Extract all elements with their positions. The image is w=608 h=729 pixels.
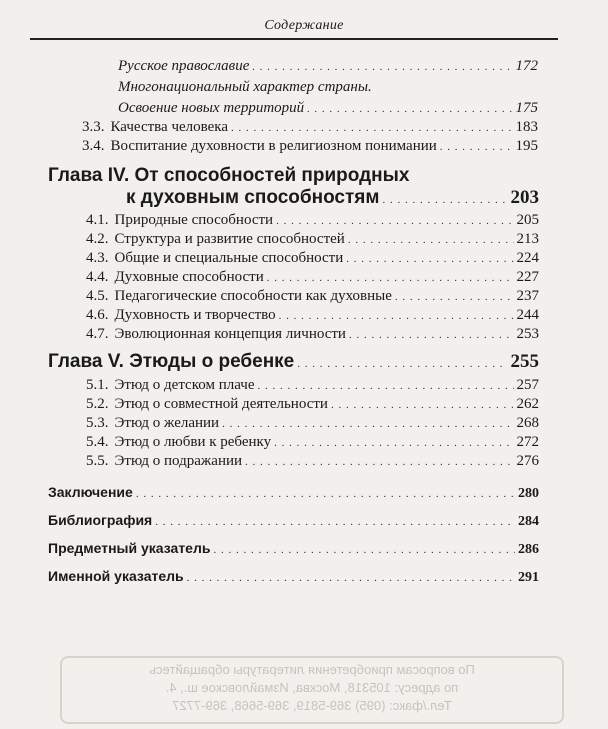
leader-dots [395,291,514,303]
chapter-heading[interactable]: Глава V. Этюды о ребенке . . . 255 [48,351,539,373]
toc-entry[interactable]: 4.1. Природные способности . . . 205 [86,212,539,229]
section-number: 4.2. [86,231,109,247]
leader-dots [222,418,513,430]
toc-entry[interactable]: 5.2. Этюд о совместной деятельности . . . 262 [86,396,539,413]
toc-entry[interactable]: 3.4. Воспитание духовности в религиозном понимании . . . 195 [82,138,538,155]
toc-entry[interactable]: 4.5. Педагогические способности как духовные . . . 237 [86,288,539,305]
leader-dots [349,329,514,341]
page-number: 262 [516,396,539,412]
leader-dots [440,141,513,153]
page-number: 284 [518,514,539,529]
page-number: 237 [516,288,539,304]
page-number: 175 [515,100,538,116]
section-number: 5.1. [86,377,109,393]
toc-entry[interactable]: Русское православие . . . 172 [118,58,538,75]
toc-entry[interactable]: 4.2. Структура и развитие способностей . . . 213 [86,231,539,248]
leader-dots [346,253,513,265]
section-number: 5.4. [86,434,109,450]
leader-dots [136,488,515,500]
page-number: 253 [516,326,539,342]
leader-dots [331,399,514,411]
toc-entry[interactable]: Освоение новых территорий . . . 175 [118,100,538,117]
leader-dots [276,215,513,227]
toc-entry[interactable]: 5.3. Этюд о желании . . . 268 [86,415,539,432]
page-number: 172 [515,58,538,74]
toc-entry[interactable]: 5.1. Этюд о детском плаче . . . 257 [86,377,539,394]
page-number: 203 [510,187,539,208]
toc-entry[interactable]: 4.3. Общие и специальные способности . . . 224 [86,250,539,267]
section-number: 5.2. [86,396,109,412]
page-number: 255 [510,351,539,372]
chapter-heading-continuation[interactable]: к духовным способностям . . . 203 [126,187,539,209]
leader-dots [382,194,507,206]
section-number: 3.4. [82,138,105,154]
section-number: 4.1. [86,212,109,228]
toc-entry[interactable]: 3.3. Качества человека . . . 183 [82,119,538,136]
toc-entry[interactable]: Многонациональный характер страны. [118,79,372,95]
leader-dots [297,358,507,370]
page-number: 227 [516,269,539,285]
leader-dots [155,516,515,528]
leader-dots [245,456,513,468]
leader-dots [279,310,514,322]
toc-entry[interactable]: 4.6. Духовность и творчество . . . 244 [86,307,539,324]
page-number: 291 [518,570,539,585]
toc-entry-conclusion[interactable]: Заключение . . . 280 [48,484,539,502]
section-number: 5.3. [86,415,109,431]
leader-dots [213,544,515,556]
page-number: 183 [515,119,538,135]
page-number: 257 [516,377,539,393]
leader-dots [307,103,512,115]
page-number: 244 [516,307,539,323]
page-number: 224 [516,250,539,266]
section-number: 4.6. [86,307,109,323]
section-number: 5.5. [86,453,109,469]
page-number: 213 [516,231,539,247]
leader-dots [231,122,512,134]
toc-entry-bibliography[interactable]: Библиография . . . 284 [48,512,539,530]
section-number: 4.3. [86,250,109,266]
toc-entry[interactable]: 5.5. Этюд о подражании . . . 276 [86,453,539,470]
page-number: 272 [516,434,539,450]
leader-dots [257,380,513,392]
leader-dots [348,234,514,246]
leader-dots [252,61,512,73]
leader-dots [274,437,513,449]
chapter-heading[interactable]: Глава IV. От способностей природных [48,165,410,186]
toc-entry[interactable]: 4.4. Духовные способности . . . 227 [86,269,539,286]
section-number: 4.7. [86,326,109,342]
running-header: Содержание [264,18,344,33]
bleed-through-notice: По вопросам приобретения литературы обращайтесь по адресу: 105318, Москва, Измайловское ш., 4. Тел./факс: (095) 369-5819, 369-5668, 369-7727 [60,656,564,724]
section-number: 3.3. [82,119,105,135]
header-rule [30,38,558,40]
leader-dots [187,572,515,584]
page-number: 276 [516,453,539,469]
toc-entry[interactable]: 5.4. Этюд о любви к ребенку . . . 272 [86,434,539,451]
page-number: 268 [516,415,539,431]
section-number: 4.4. [86,269,109,285]
page-number: 195 [515,138,538,154]
toc-entry-name-index[interactable]: Именной указатель . . . 291 [48,568,539,586]
page-number: 286 [518,542,539,557]
toc-entry-subject-index[interactable]: Предметный указатель . . . 286 [48,540,539,558]
section-number: 4.5. [86,288,109,304]
leader-dots [267,272,514,284]
toc-entry[interactable]: 4.7. Эволюционная концепция личности . . . 253 [86,326,539,343]
page-number: 205 [516,212,539,228]
page-number: 280 [518,486,539,501]
